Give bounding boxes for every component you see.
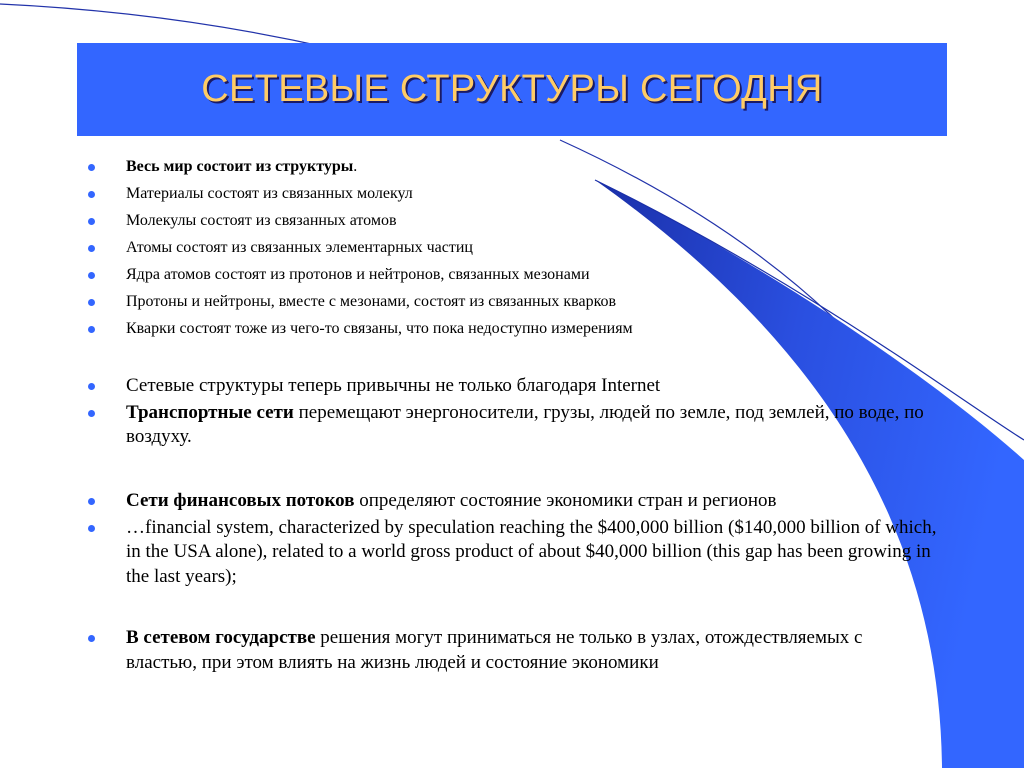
bullet-text: Кварки состоят тоже из чего-то связаны, что пока недоступно измерениям — [126, 320, 633, 337]
bullet-item — [88, 626, 938, 675]
bullet-list-group-a — [88, 374, 938, 450]
bullet-text: Ядра атомов состоят из протонов и нейтронов, связанных мезонами — [126, 266, 590, 283]
bullet-dot-icon — [88, 326, 95, 333]
bullet-text: . — [353, 158, 358, 175]
bullet-dot-icon — [88, 525, 95, 532]
bullet-item — [88, 401, 938, 450]
bullet-dot-icon — [88, 191, 95, 198]
bullet-dot-icon — [88, 218, 95, 225]
bullet-dot-icon — [88, 635, 95, 642]
bullet-dot-icon — [88, 299, 95, 306]
bullet-item — [88, 265, 938, 292]
bullet-item — [88, 292, 938, 319]
bullet-bold-text: Сети финансовых потоков — [126, 490, 355, 511]
bullet-dot-icon — [88, 245, 95, 252]
bullet-item — [88, 319, 938, 346]
slide-title: СЕТЕВЫЕ СТРУКТУРЫ СЕГОДНЯ — [201, 68, 823, 110]
bullet-item — [88, 374, 938, 399]
bullet-text: перемещают энергоносители, грузы, людей по земле, под землей, по воде, по воздуху. — [126, 401, 924, 447]
bullet-item — [88, 489, 938, 514]
bullet-dot-icon — [88, 272, 95, 279]
bullet-dot-icon — [88, 383, 95, 390]
bullet-dot-icon — [88, 410, 95, 417]
bullet-bold-text: Весь мир состоит из структуры — [126, 158, 354, 175]
bullet-text: Материалы состоят из связанных молекул — [126, 185, 413, 202]
bullet-item — [88, 516, 938, 590]
bullet-list-small — [88, 157, 938, 346]
bullet-text: …financial system, characterized by speculation reaching the $400,000 billion ($140,000 billion of which, in the USA alone), related to a world gross product of about $40,000 billion (this gap has been growing in the last years); — [126, 516, 937, 587]
bullet-item — [88, 157, 938, 184]
bullet-item — [88, 238, 938, 265]
bullet-bold-text: Транспортные сети — [126, 401, 294, 423]
bullet-bold-text: В сетевом государстве — [126, 627, 316, 648]
bullet-text: Сетевые структуры теперь привычны не только благодаря Internet — [126, 375, 661, 396]
bullet-item — [88, 211, 938, 238]
bullet-text: Атомы состоят из связанных элементарных частиц — [126, 239, 473, 256]
bullet-list-group-c — [88, 626, 938, 675]
bullet-text: решения могут приниматься не только в узлах, отождествляемых с властью, при этом влиять на жизнь людей и состояние экономики — [126, 627, 863, 673]
bullet-dot-icon — [88, 498, 95, 505]
bullet-list-group-b — [88, 489, 938, 589]
bullet-dot-icon — [88, 164, 95, 171]
bullet-text: определяют состояние экономики стран и регионов — [354, 490, 777, 511]
bullet-text: Молекулы состоят из связанных атомов — [126, 212, 397, 229]
bullet-item — [88, 184, 938, 211]
bullet-text: Протоны и нейтроны, вместе с мезонами, состоят из связанных кварков — [126, 293, 617, 310]
